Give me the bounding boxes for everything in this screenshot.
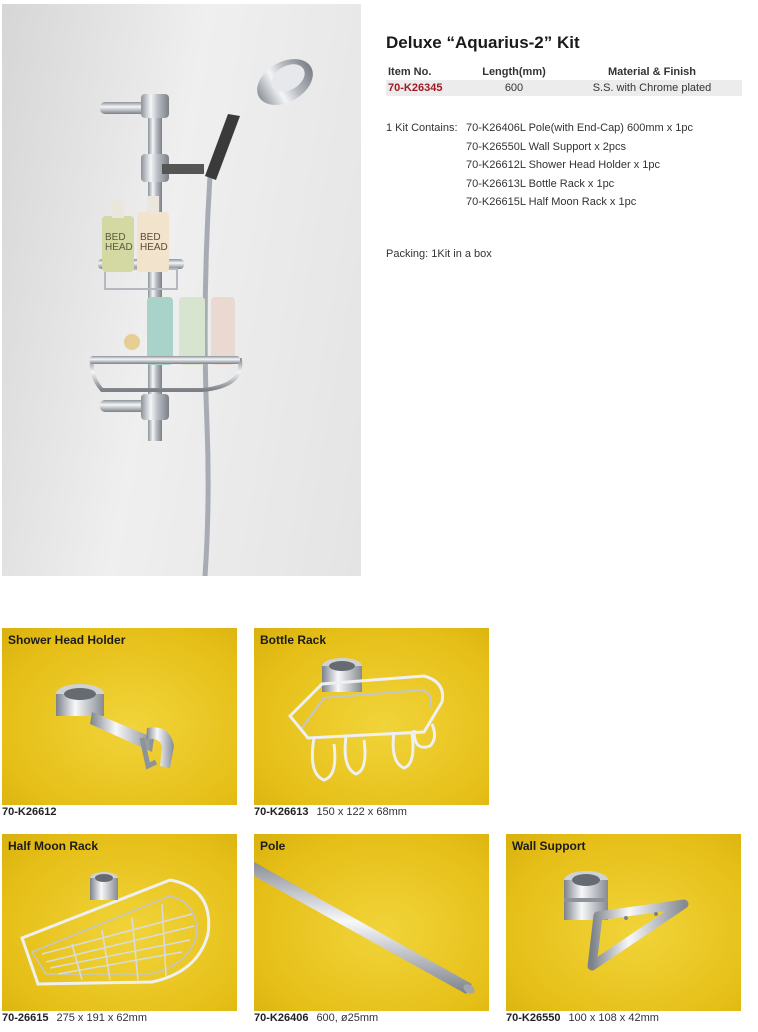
bottle-label: HEAD: [105, 242, 133, 253]
header-material: Material & Finish: [607, 65, 697, 78]
list-item: [386, 138, 693, 157]
component-dims: 275 x 191 x 62mm: [56, 1012, 147, 1024]
bottle: [211, 297, 235, 365]
spec-table-header: [386, 63, 742, 80]
bottle-label: BED: [140, 232, 161, 243]
shower-head-holder-image: [2, 628, 237, 805]
component-label: Wall Support: [512, 839, 586, 853]
component-caption: [254, 1012, 378, 1024]
component-tile-pole: [254, 834, 489, 1011]
table-row: [386, 80, 742, 96]
product-title: Deluxe “Aquarius-2” Kit: [386, 33, 580, 52]
item-length: 600: [466, 80, 562, 96]
hero-product-photo: [2, 4, 361, 576]
wall-support-image: [506, 834, 741, 1011]
bottle: [179, 297, 205, 365]
component-tile-shower-head-holder: [2, 628, 237, 805]
kit-item: 70-K26612L Shower Head Holder x 1pc: [466, 159, 661, 172]
kit-contents: [386, 119, 693, 212]
bottle-label: BED: [105, 232, 126, 243]
component-label: Pole: [260, 839, 286, 853]
list-item: [386, 193, 693, 212]
packing-info: Packing: 1Kit in a box: [386, 248, 492, 260]
kit-contains-label: 1 Kit Contains:: [386, 122, 458, 134]
component-caption: [254, 806, 407, 818]
list-item: [386, 156, 693, 175]
component-caption: [506, 1012, 659, 1024]
component-label: Half Moon Rack: [8, 839, 99, 853]
shower-handle: [205, 114, 240, 180]
component-code: 70-K26613: [254, 806, 309, 818]
component-caption: [2, 806, 64, 818]
list-item: [386, 175, 693, 194]
component-dims: 600, ø25mm: [316, 1012, 379, 1024]
item-material: S.S. with Chrome plated: [562, 80, 742, 96]
shower-caddy-illustration: [2, 4, 361, 576]
item-code: 70-K26345: [386, 80, 466, 96]
kit-item: 70-K26613L Bottle Rack x 1pc: [466, 177, 615, 190]
component-caption: [2, 1012, 147, 1024]
bottle-rack-image: [254, 628, 489, 805]
kit-item: 70-K26406L Pole(with End-Cap) 600mm x 1pc: [466, 122, 694, 134]
component-tile-half-moon-rack: [2, 834, 237, 1011]
component-label: Bottle Rack: [260, 633, 327, 647]
bottle: [147, 297, 173, 365]
kit-item: 70-K26615L Half Moon Rack x 1pc: [466, 196, 637, 209]
component-code: 70-K26406: [254, 1012, 309, 1024]
component-code: 70-K26550: [506, 1012, 561, 1024]
component-tile-wall-support: [506, 834, 741, 1011]
component-dims: 150 x 122 x 68mm: [316, 806, 407, 818]
bottle-label: HEAD: [140, 242, 168, 253]
header-item-no: Item No.: [388, 65, 432, 78]
component-label: Shower Head Holder: [8, 633, 126, 647]
list-item: [386, 119, 693, 138]
component-code: 70-26615: [2, 1012, 49, 1024]
spec-table: [386, 63, 742, 96]
header-length: Length(mm): [482, 65, 546, 78]
component-tile-bottle-rack: [254, 628, 489, 805]
kit-item: 70-K26550L Wall Support x 2pcs: [466, 140, 626, 153]
component-dims: 100 x 108 x 42mm: [568, 1012, 659, 1024]
half-moon-rack-image: [2, 834, 237, 1011]
component-code: 70-K26612: [2, 806, 57, 818]
pole-image: [254, 834, 489, 1011]
shower-hose: [205, 176, 210, 576]
